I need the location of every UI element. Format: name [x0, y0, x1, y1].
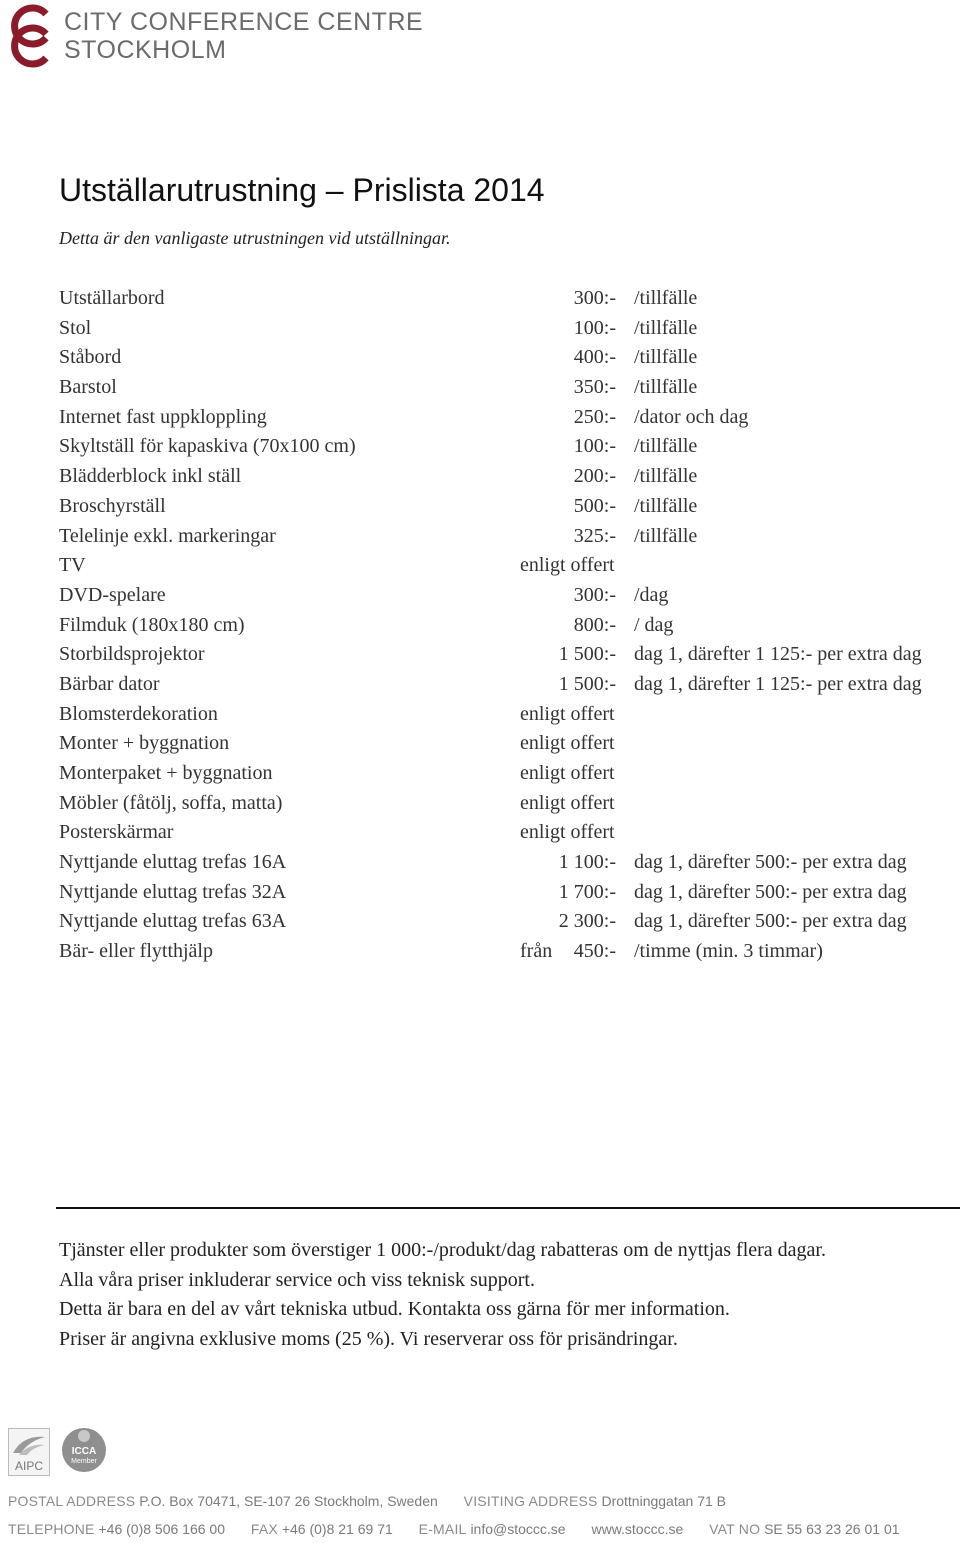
- visiting-label: VISITING ADDRESS: [463, 1493, 598, 1509]
- note-line: Alla våra priser inkluderar service och viss teknisk support.: [59, 1268, 535, 1291]
- item-name: Blädderblock inkl ställ: [59, 465, 242, 488]
- telephone: +46 (0)8 506 166 00: [98, 1521, 225, 1537]
- email-link[interactable]: info@stoccc.se: [470, 1521, 566, 1537]
- item-name: Nyttjande eluttag trefas 63A: [59, 910, 287, 933]
- item-price: 1 500:-: [558, 643, 616, 666]
- item-name: Telelinje exkl. markeringar: [59, 524, 276, 547]
- item-name: Stol: [59, 316, 92, 339]
- item-name: Broschyrställ: [59, 494, 166, 517]
- price-row: [59, 848, 949, 878]
- item-price: 200:-: [573, 465, 616, 488]
- price-row: [59, 462, 949, 492]
- item-prefix: enligt offert: [520, 554, 615, 577]
- postal-address: P.O. Box 70471, SE-107 26 Stockholm, Sweden: [139, 1493, 438, 1509]
- item-name: Internet fast uppkloppling: [59, 405, 267, 428]
- item-price: 2 300:-: [558, 910, 616, 933]
- price-row: [59, 522, 949, 552]
- item-unit: /tillfälle: [634, 316, 698, 339]
- item-prefix: enligt offert: [520, 732, 615, 755]
- item-unit: /tillfälle: [634, 376, 698, 399]
- item-price: 100:-: [573, 435, 616, 458]
- item-price: 300:-: [573, 287, 616, 309]
- price-row: [59, 878, 949, 908]
- item-unit: /tillfälle: [634, 346, 698, 369]
- price-row: [59, 403, 949, 433]
- telephone-label: TELEPHONE: [8, 1521, 95, 1537]
- price-row: [59, 789, 949, 819]
- item-unit: /tillfälle: [634, 494, 698, 517]
- logo-line-1: CITY CONFERENCE CENTRE: [64, 8, 424, 36]
- item-name: Filmduk (180x180 cm): [59, 613, 245, 636]
- item-name: Blomsterdekoration: [59, 702, 218, 725]
- price-row: [59, 581, 949, 611]
- price-row: [59, 640, 949, 670]
- email-label: E-MAIL: [418, 1521, 467, 1537]
- item-prefix: enligt offert: [520, 791, 615, 814]
- item-name: Storbildsprojektor: [59, 643, 205, 666]
- aipc-label: AIPC: [14, 1459, 43, 1473]
- item-unit: /tillfälle: [634, 287, 698, 309]
- divider: [56, 1207, 960, 1209]
- item-name: Bärbar dator: [59, 672, 160, 695]
- item-name: Ståbord: [59, 346, 122, 369]
- website-link[interactable]: www.stoccc.se: [591, 1521, 684, 1537]
- aipc-badge: [8, 1428, 50, 1476]
- item-price: 250:-: [573, 405, 616, 428]
- item-price: 100:-: [573, 316, 616, 339]
- vat-number: SE 55 63 23 26 01 01: [764, 1521, 900, 1537]
- item-price: 400:-: [573, 346, 616, 369]
- item-name: Möbler (fåtölj, soffa, matta): [59, 791, 283, 814]
- aipc-logo-icon: [9, 1429, 49, 1459]
- membership-badges: [8, 1424, 108, 1478]
- item-unit: /dator och dag: [634, 405, 749, 428]
- price-row: [59, 551, 949, 581]
- item-name: Skyltställ för kapaskiva (70x100 cm): [59, 435, 356, 458]
- item-unit: dag 1, därefter 500:- per extra dag: [634, 880, 907, 903]
- fax: +46 (0)8 21 69 71: [281, 1521, 393, 1537]
- price-row: [59, 343, 949, 373]
- item-price: 800:-: [573, 613, 616, 636]
- item-name: Nyttjande eluttag trefas 16A: [59, 851, 287, 874]
- item-name: Monterpaket + byggnation: [59, 762, 273, 784]
- visiting-address: Drottninggatan 71 B: [601, 1493, 726, 1509]
- price-row: [59, 373, 949, 403]
- price-row: [59, 284, 949, 314]
- item-price: 350:-: [573, 376, 616, 399]
- item-price: 500:-: [573, 494, 616, 517]
- item-price: 1 500:-: [558, 672, 616, 695]
- icca-label: ICCA: [71, 1446, 97, 1457]
- item-name: Utställarbord: [59, 287, 165, 309]
- item-name: Barstol: [59, 376, 117, 399]
- price-row: [59, 611, 949, 641]
- price-row: [59, 907, 949, 937]
- item-price: 325:-: [573, 524, 616, 547]
- item-name: Monter + byggnation: [59, 732, 230, 755]
- note-line: Detta är bara en del av vårt tekniska utbud. Kontakta oss gärna för mer information.: [59, 1298, 730, 1321]
- item-prefix: enligt offert: [520, 821, 615, 844]
- price-list: [59, 284, 949, 967]
- postal-label: POSTAL ADDRESS: [8, 1493, 136, 1509]
- item-price: 1 100:-: [558, 851, 616, 874]
- item-unit: /tillfälle: [634, 435, 698, 458]
- fax-label: FAX: [250, 1521, 278, 1537]
- logo-line-2: STOCKHOLM: [64, 36, 227, 64]
- item-unit: dag 1, därefter 1 125:- per extra dag: [634, 643, 922, 666]
- price-row: [59, 670, 949, 700]
- price-row: [59, 729, 949, 759]
- item-name: Bär- eller flytthjälp: [59, 940, 213, 963]
- item-name: TV: [59, 554, 86, 577]
- note-line: Tjänster eller produkter som överstiger 1 000:-/produkt/dag rabatteras om de nyttjas flera dagar.: [59, 1239, 826, 1261]
- price-row: [59, 314, 949, 344]
- item-name: Nyttjande eluttag trefas 32A: [59, 880, 287, 903]
- price-row: [59, 700, 949, 730]
- item-prefix: från: [520, 940, 553, 963]
- note-line: Priser är angivna exklusive moms (25 %). Vi reserverar oss för prisändringar.: [59, 1328, 678, 1351]
- item-unit: dag 1, därefter 1 125:- per extra dag: [634, 672, 922, 695]
- price-row: [59, 432, 949, 462]
- logo-mark-icon: [6, 4, 54, 68]
- icca-badge: [60, 1424, 108, 1476]
- item-unit: /tillfälle: [634, 465, 698, 488]
- price-row: [59, 818, 949, 848]
- logo-text: [64, 8, 423, 64]
- item-unit: /dag: [634, 583, 669, 606]
- vat-label: VAT NO: [709, 1521, 761, 1537]
- item-unit: dag 1, därefter 500:- per extra dag: [634, 851, 907, 874]
- item-price: 450:-: [573, 940, 616, 963]
- item-unit: / dag: [634, 613, 674, 636]
- item-prefix: enligt offert: [520, 762, 615, 784]
- footer-address: [8, 1493, 748, 1509]
- price-row: [59, 937, 949, 967]
- icca-sub-label: Member: [71, 1458, 97, 1465]
- item-name: DVD-spelare: [59, 583, 166, 606]
- price-row: [59, 759, 949, 789]
- footer-contact: [8, 1521, 922, 1537]
- page-subtitle: Detta är den vanligaste utrustningen vid utställningar.: [59, 228, 451, 248]
- item-price: 300:-: [573, 583, 616, 606]
- notes: [59, 1236, 826, 1355]
- item-prefix: enligt offert: [520, 702, 615, 725]
- item-unit: /tillfälle: [634, 524, 698, 547]
- item-price: 1 700:-: [558, 880, 616, 903]
- item-unit: /timme (min. 3 timmar): [634, 940, 823, 963]
- item-name: Posterskärmar: [59, 821, 174, 844]
- item-unit: dag 1, därefter 500:- per extra dag: [634, 910, 907, 933]
- price-row: [59, 492, 949, 522]
- page-title: Utställarutrustning – Prislista 2014: [59, 172, 545, 208]
- logo: [6, 4, 426, 68]
